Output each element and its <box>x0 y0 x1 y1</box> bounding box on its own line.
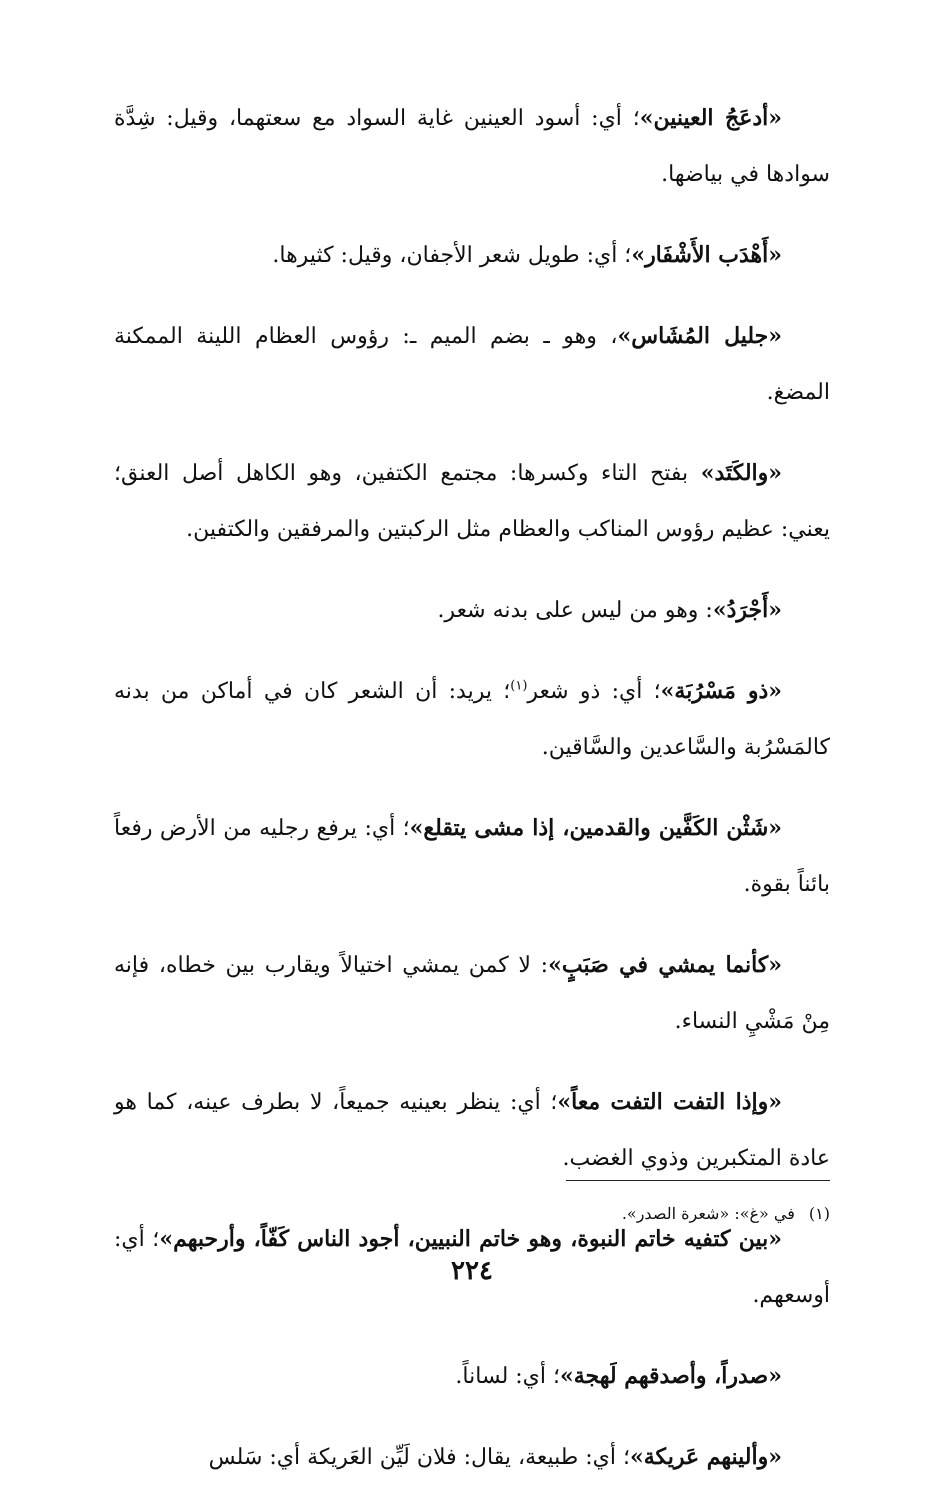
explanation-shathn: ؛ أي: يرفع رجليه من الأرض رفعاً بائناً بقوة. <box>114 816 830 897</box>
term-shathn: «شَثْن الكَفَّين والقدمين، إذا مشى يتقلع» <box>409 815 782 841</box>
paragraph-katad <box>114 445 830 558</box>
term-adaj: «أدعَجُ العينين» <box>639 105 782 131</box>
explanation-ajrad: : وهو من ليس على بدنه شعر. <box>437 598 713 623</box>
term-sadran: «صدراً، وأصدقهم لَهجة» <box>560 1363 782 1389</box>
footnote <box>114 1200 830 1228</box>
explanation-sabab: : لا كمن يمشي اختيالاً ويقارب بين خطاه، فإنه مِنْ مَشْيِ النساء. <box>114 953 830 1034</box>
explanation-adaj: ؛ أي: أسود العينين غاية السواد مع سعتهما، وقيل: شِدَّة سوادها في بياضها. <box>114 106 830 187</box>
explanation-ahdab: ؛ أي: طويل شعر الأجفان، وقيل: كثيرها. <box>272 243 632 268</box>
explanation-iltafat: ؛ أي: ينظر بعينيه جميعاً، لا بطرف عينه، كما هو عادة المتكبرين وذوي الغضب. <box>114 1090 830 1171</box>
paragraph-ahdab <box>114 227 830 284</box>
term-masruba: «ذو مَسْرُبَة» <box>660 678 783 704</box>
explanation-sadran: ؛ أي: لساناً. <box>455 1364 560 1389</box>
paragraph-shathn <box>114 800 830 913</box>
footnote-number: (١) <box>808 1204 830 1223</box>
footnote-text: في «غ»: «شعرة الصدر». <box>621 1204 795 1223</box>
term-khatam: «بين كتفيه خاتم النبوة، وهو خاتم النبيين، أجود الناس كَفّاً، وأرحبهم» <box>159 1226 783 1252</box>
term-iltafat: «وإذا التفت التفت معاً» <box>557 1089 782 1115</box>
page-number: ٢٢٤ <box>451 1256 493 1286</box>
footnote-reference: (١) <box>510 678 528 694</box>
explanation-areeka: ؛ أي: طبيعة، يقال: فلان لَيِّن العَريكة أي: سَلس <box>208 1445 630 1470</box>
term-sabab: «كأنما يمشي في صَبَبٍ» <box>548 952 782 978</box>
paragraph-sabab <box>114 937 830 1050</box>
explanation-khatam: ؛ أي: أوسعهم. <box>114 1227 830 1308</box>
paragraph-mushas <box>114 308 830 421</box>
paragraph-areeka <box>114 1429 830 1486</box>
footnote-divider <box>566 1180 830 1181</box>
explanation-katad: بفتح التاء وكسرها: مجتمع الكتفين، وهو الكاهل أصل العنق؛ يعني: عظيم رؤوس المناكب والعظام مثل الركبتين والمرفقين والكتفين. <box>114 461 830 542</box>
paragraph-ajrad <box>114 582 830 639</box>
paragraph-adaj <box>114 90 830 203</box>
explanation-masruba-end: ؛ يريد: أن الشعر كان في أماكن من بدنه كالمَسْرُبة والسَّاعدين والسَّاقين. <box>114 679 830 760</box>
paragraph-masruba <box>114 663 830 776</box>
term-areeka: «وألينهم عَريكة» <box>630 1444 782 1470</box>
term-katad: «والكَتَد» <box>700 460 783 486</box>
main-text <box>114 90 830 1510</box>
term-mushas: «جليل المُشَاس» <box>617 323 783 349</box>
explanation-mushas: ، وهو ـ بضم الميم ـ: رؤوس العظام اللينة الممكنة المضغ. <box>114 324 830 405</box>
paragraph-iltafat <box>114 1074 830 1187</box>
term-ajrad: «أَجْرَدُ» <box>712 597 782 623</box>
term-ahdab: «أَهْدَب الأَشْفَار» <box>631 242 782 268</box>
explanation-masruba-start: ؛ أي: ذو شعر <box>527 679 661 704</box>
